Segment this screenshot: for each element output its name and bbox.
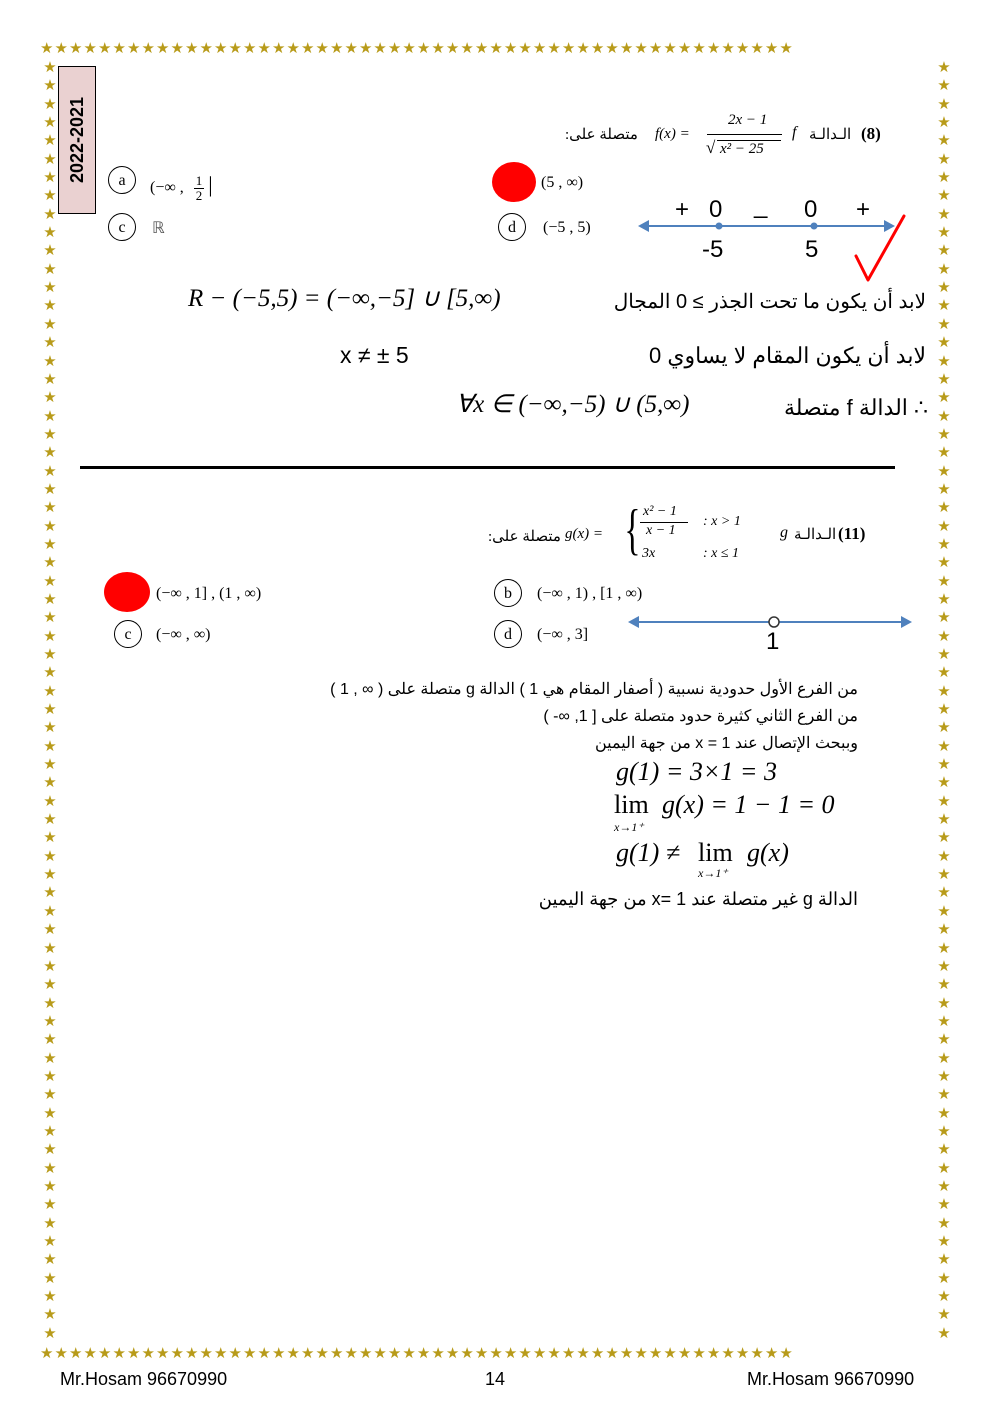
q8-option-d-marker[interactable]: d <box>498 213 526 241</box>
q11-title-prefix: الـدالـة <box>794 527 837 543</box>
q11-piece2-cond: : x ≤ 1 <box>703 546 740 561</box>
q11-number: (11) <box>838 524 866 543</box>
q11-conclusion: الدالة g غير متصلة عند x= 1 من جهة اليمين <box>538 889 858 909</box>
q8-f-symbol: f <box>792 124 797 141</box>
q8-tick-5: 5 <box>805 236 819 263</box>
section-divider <box>80 466 895 469</box>
q8-number: (8) <box>861 124 881 143</box>
q8-option-a-bracket: | <box>208 172 213 197</box>
q11-option-a-selected-marker[interactable] <box>104 572 150 612</box>
q11-open-point <box>769 617 779 627</box>
q8-work-line3-math: ∀x ∈ (−∞,−5) ∪ (5,∞) <box>456 391 690 418</box>
year-badge <box>58 66 96 214</box>
q8-fraction-numerator: 2x − 1 <box>728 112 768 128</box>
q11-eq3-rest: g(x) <box>747 838 789 867</box>
q11-eq3-lim: lim <box>698 838 733 867</box>
q8-sign-zero-right: 0 <box>804 196 818 223</box>
q11-g-symbol: g <box>780 524 788 541</box>
footer-left-author: Mr.Hosam 96670990 <box>60 1369 228 1389</box>
star-border-top: ★★★★★★★★★★★★★★★★★★★★★★★★★★★★★★★★★★★★★★★★★★★★★★★★★★★★ <box>40 39 794 57</box>
year-label: 2022-2021 <box>67 96 87 184</box>
star-border-left: ★★★★★★★★★★★★★★★★★★★★★★★★★★★★★★★★★★★★★★★★★★★★★★★★★★★★★★★★★★★★★★★★★★★★★★ <box>43 58 57 1342</box>
q8-title-prefix: الـدالـة <box>809 127 852 143</box>
q8-work-line1-arabic: لابد أن يكون ما تحت الجذر ≥ 0 المجال <box>613 291 926 313</box>
q11-piece1-den: x − 1 <box>646 523 676 538</box>
q11-title <box>488 499 878 570</box>
q8-option-d-text[interactable]: (−5 , 5) <box>543 219 591 236</box>
q8-option-a-text[interactable] <box>150 172 213 203</box>
q11-option-a-text[interactable]: (−∞ , 1] , (1 , ∞) <box>156 585 262 602</box>
q8-option-a-marker[interactable]: a <box>108 166 136 194</box>
q11-equation-3 <box>614 838 874 886</box>
q11-option-b-marker[interactable]: b <box>494 579 522 607</box>
q11-option-d-marker[interactable]: d <box>494 620 522 648</box>
q11-work-line3: وببحث الإتصال عند x = 1 من جهة اليمين <box>594 735 858 752</box>
q8-title <box>565 112 895 168</box>
q8-half-den: 2 <box>195 187 203 203</box>
q11-piece1-num: x² − 1 <box>643 504 677 519</box>
q8-fraction-denominator: x² − 25 <box>720 141 764 157</box>
q11-option-d-text[interactable]: (−∞ , 3] <box>537 626 589 643</box>
q8-tick-minus5: -5 <box>702 236 724 263</box>
q11-function-lhs: g(x) = <box>565 526 604 542</box>
q8-work-line3-arabic: ∴ الدالة f متصلة <box>783 395 928 420</box>
q8-half-num: 1 <box>195 172 203 188</box>
q11-option-c-text[interactable]: (−∞ , ∞) <box>156 626 211 643</box>
q11-work-line1: من الفرع الأول حدودية نسبية ( أصفار المقام هي 1 ) الدالة g متصلة على ( ∞ , 1 ) <box>330 681 858 698</box>
q8-fraction-bar <box>707 134 782 135</box>
q11-option-b-text[interactable]: (−∞ , 1) , [1 , ∞) <box>537 585 643 602</box>
q11-option-c-marker[interactable]: c <box>114 620 142 648</box>
q8-sign-zero-left: 0 <box>709 196 723 223</box>
q11-equation-1: g(1) = 3×1 = 3 <box>616 757 777 786</box>
q8-sign-plus-left: + <box>675 196 690 223</box>
q8-option-a-half <box>194 174 205 203</box>
q11-eq3-left: g(1) ≠ <box>616 838 681 867</box>
q8-sqrt-sign: √ <box>706 138 716 157</box>
footer-page-number: 14 <box>485 1369 506 1389</box>
q11-piece2-expr: 3x <box>642 546 656 561</box>
q8-option-b-selected-marker[interactable] <box>492 162 536 202</box>
q8-title-suffix: متصلة على: <box>565 127 638 143</box>
q8-sign-plus-right: + <box>856 196 871 223</box>
q11-eq3-sub: x→1⁺ <box>698 866 728 880</box>
q8-sign-minus: _ <box>754 192 768 219</box>
q11-arrow-right <box>901 616 912 628</box>
q8-function-lhs: f(x) = <box>655 126 690 142</box>
q11-arrow-left <box>628 616 639 628</box>
q11-work-line2: من الفرع الثاني كثيرة حدود متصلة على [ 1, ∞- ) <box>543 708 858 725</box>
check-mark-icon <box>852 212 908 284</box>
q8-option-b-text[interactable]: (5 , ∞) <box>541 174 584 191</box>
q8-option-c-text[interactable]: ℝ <box>152 220 165 237</box>
q11-brace: { <box>624 499 641 561</box>
star-border-right: ★★★★★★★★★★★★★★★★★★★★★★★★★★★★★★★★★★★★★★★★★★★★★★★★★★★★★★★★★★★★★★★★★★★★★★ <box>937 58 951 1342</box>
q8-arrow-left <box>638 220 649 232</box>
q11-piece1-cond: : x > 1 <box>703 514 741 529</box>
q8-work-line2-arabic: لابد أن يكون المقام لا يساوي 0 <box>648 343 926 368</box>
q11-eq2-lim: lim <box>614 790 649 819</box>
q11-eq2-sub: x→1⁺ <box>614 820 644 834</box>
q8-work-line1-math: R − (−5,5) = (−∞,−5] ∪ [5,∞) <box>188 285 501 312</box>
q11-eq2-rest: g(x) = 1 − 1 = 0 <box>662 790 835 819</box>
footer-right-author: Mr.Hosam 96670990 <box>747 1369 915 1389</box>
star-border-bottom: ★★★★★★★★★★★★★★★★★★★★★★★★★★★★★★★★★★★★★★★★★★★★★★★★★★★★ <box>40 1344 794 1362</box>
q8-option-c-marker[interactable]: c <box>108 213 136 241</box>
q8-work-line2-math: x ≠ ± 5 <box>340 342 409 368</box>
q11-equation-2 <box>614 790 874 838</box>
q11-number-line-label: 1 <box>766 628 780 655</box>
q11-title-suffix: متصلة على: <box>488 529 561 545</box>
q8-option-a-interval: (−∞ , <box>150 179 188 196</box>
